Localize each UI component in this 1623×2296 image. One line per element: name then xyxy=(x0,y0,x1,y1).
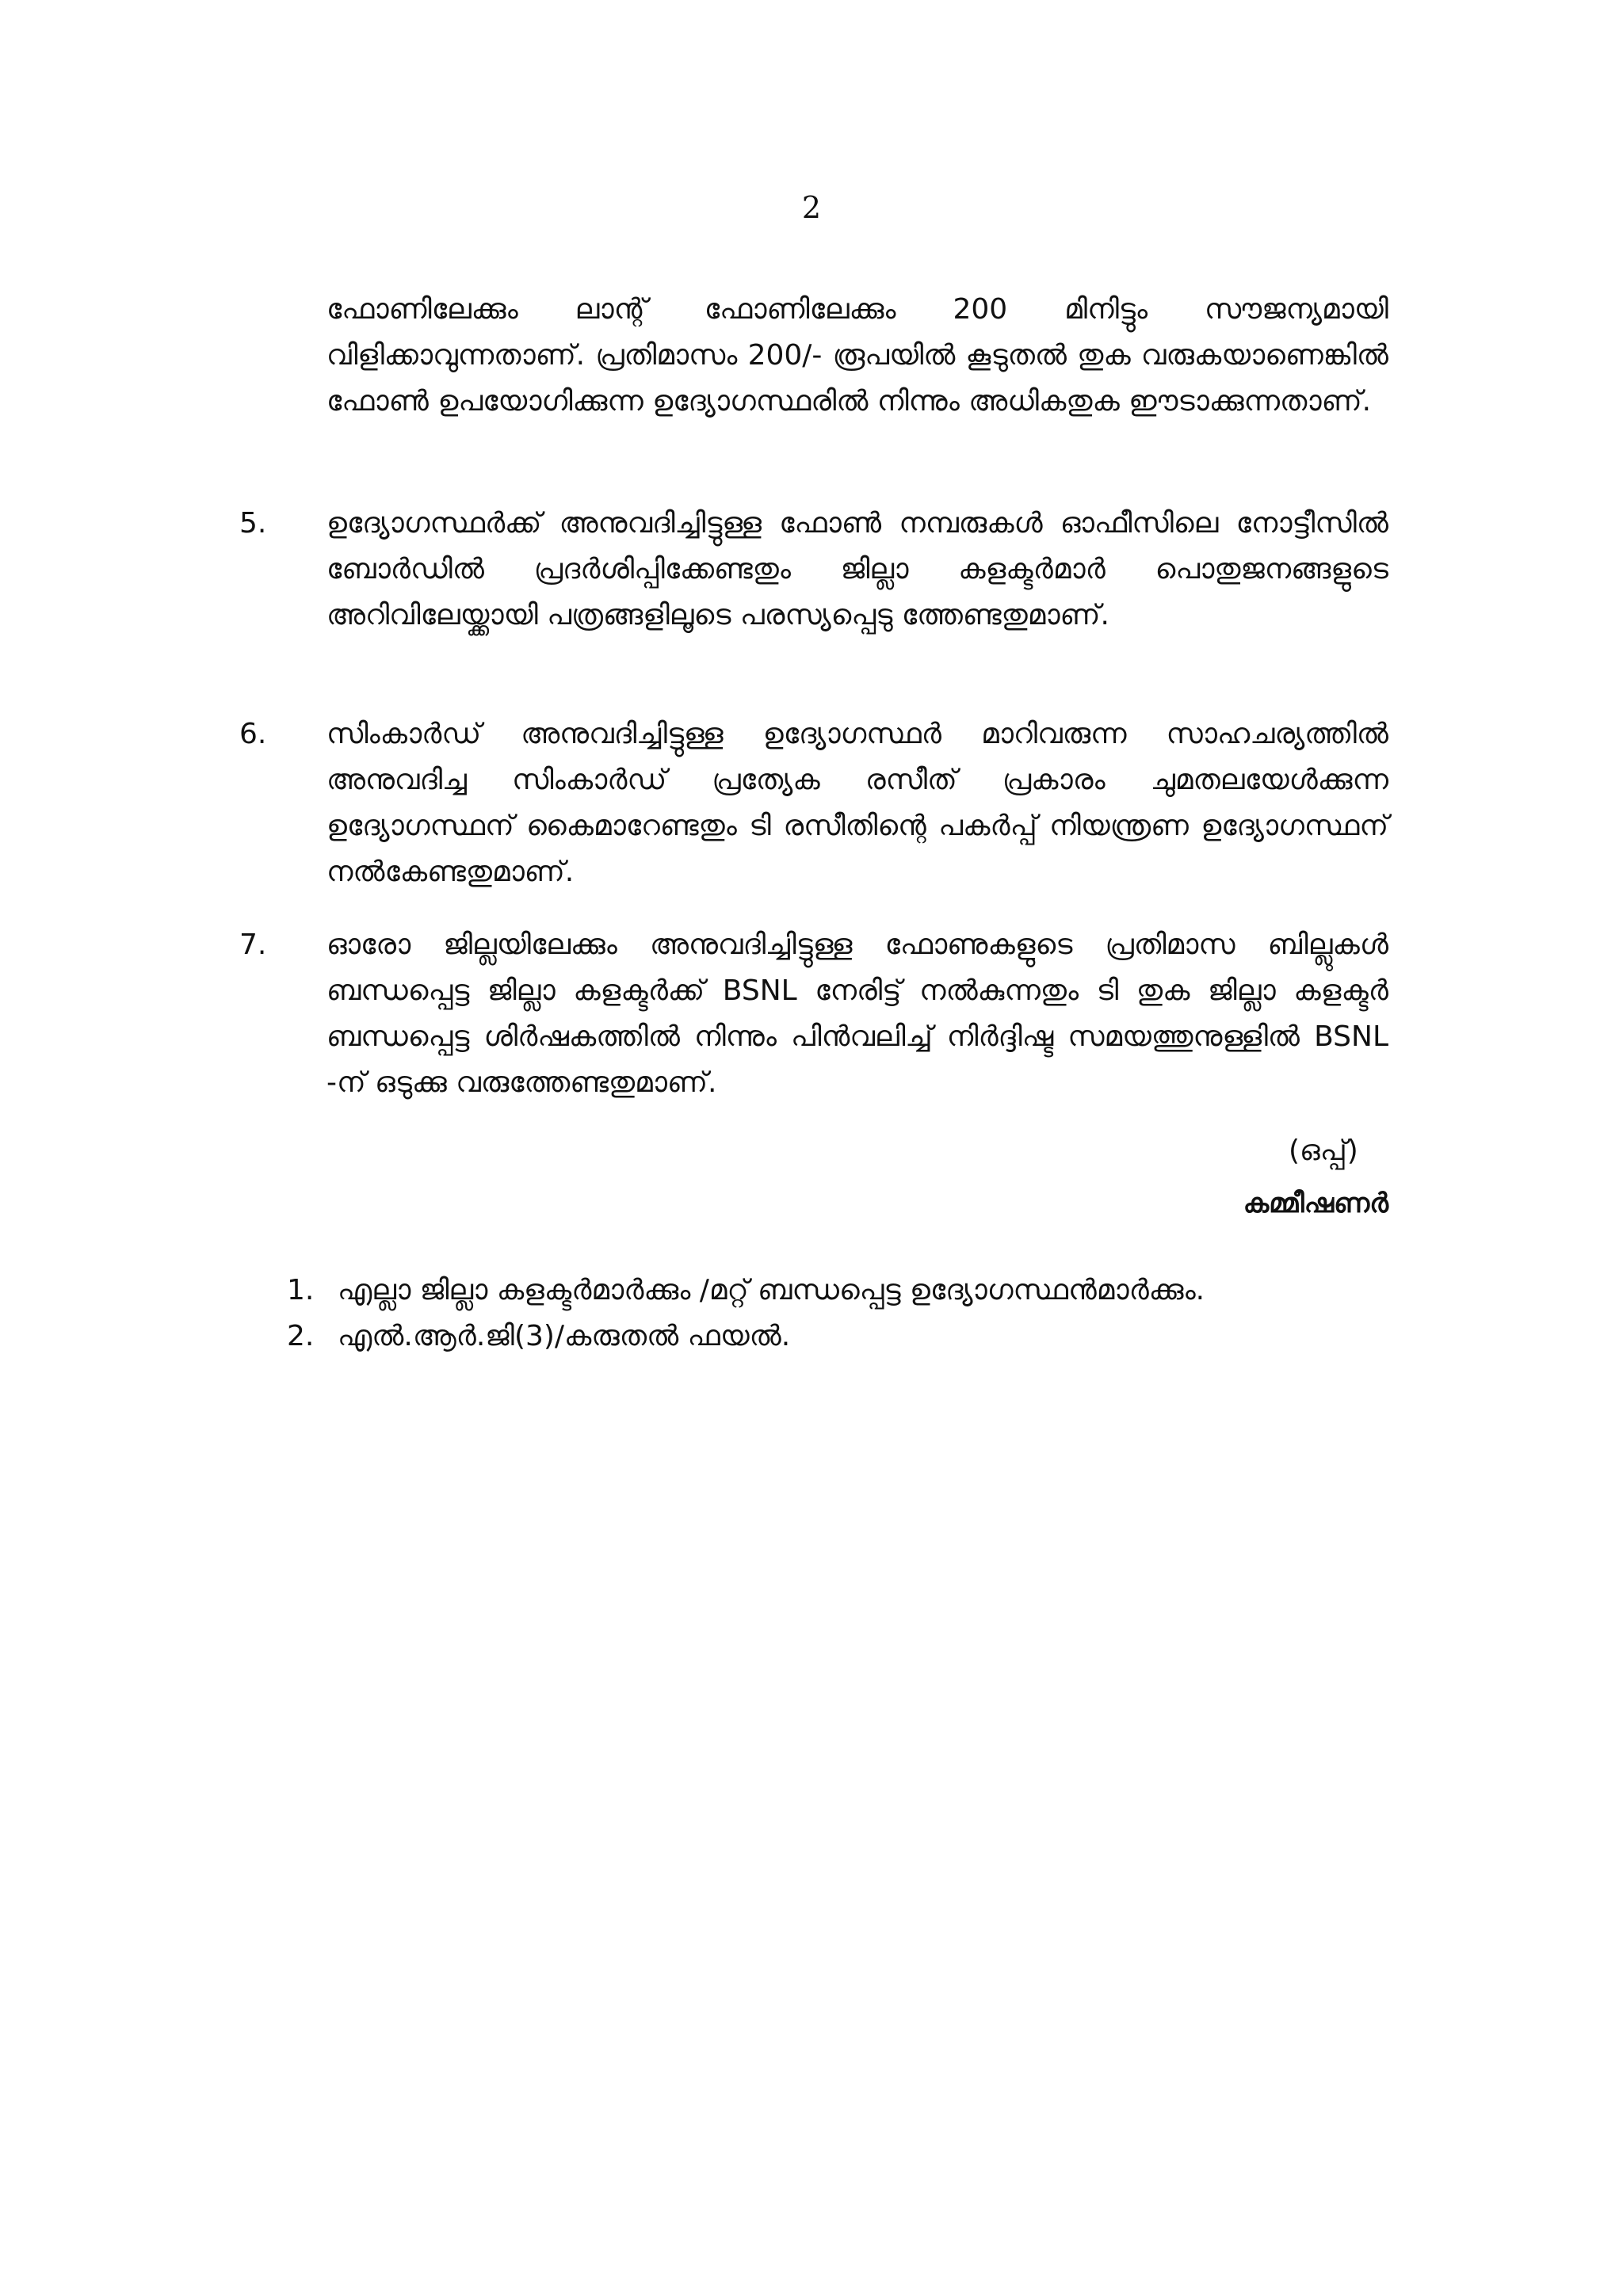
signature-signed: (ഒപ്പ്) xyxy=(1289,1135,1358,1167)
list-item xyxy=(287,1314,1205,1360)
paragraph-number: 5. xyxy=(239,507,267,540)
page-number: 2 xyxy=(801,190,822,225)
paragraph-number: 7. xyxy=(239,929,267,961)
paragraph-text: ഓരോ ജില്ലയിലേക്കും അനുവദിച്ചിട്ടുള്ള ഫോണുകളുടെ പ്രതിമാസ ബില്ലുകൾ ബന്ധപ്പെട്ട ജില്ലാ കളക്ടർക്ക് BSNL നേരിട്ട് നൽകുന്നതും ടി തുക ജില്ലാ കളക്ടർ ബന്ധപ്പെട്ട ശിർഷകത്തിൽ നിന്നും പിൻവലിച്ച് നിർദ്ദിഷ്ട സമയത്തുനുള്ളിൽ BSNL -ന് ഒടുക്കു വരുത്തേണ്ടതുമാണ്. xyxy=(327,929,1388,1099)
copy-to-list xyxy=(287,1268,1205,1360)
list-item-text: എല്ലാ ജില്ലാ കളക്ടർമാർക്കും /മറ്റ് ബന്ധപ്പെട്ട ഉദ്യോഗസ്ഥൻമാർക്കും. xyxy=(338,1274,1205,1306)
list-item-text: എൽ.ആർ.ജി(3)/കരുതൽ ഫയൽ. xyxy=(338,1320,791,1352)
list-item-number: 1. xyxy=(287,1274,315,1306)
signature-designation: കമ്മീഷണർ xyxy=(1243,1188,1388,1219)
paragraph-number: 6. xyxy=(239,718,267,750)
list-item xyxy=(287,1268,1205,1314)
continuation-paragraph: ഫോണിലേക്കും ലാന്റ് ഫോണിലേക്കും 200 മിനിട്ടും സൗജന്യമായി വിളിക്കാവുന്നതാണ്. പ്രതിമാസം 200/- രൂപയിൽ കൂടുതൽ തുക വരുകയാണെങ്കിൽ ഫോൺ ഉപയോഗിക്കുന്ന ഉദ്യോഗസ്ഥരിൽ നിന്നും അധികതുക ഈടാക്കുന്നതാണ്. xyxy=(327,293,1388,418)
paragraph-text: സിംകാർഡ് അനുവദിച്ചിട്ടുള്ള ഉദ്യോഗസ്ഥർ മാറിവരുന്ന സാഹചര്യത്തിൽ അനുവദിച്ച സിംകാർഡ് പ്രത്യേക രസീത് പ്രകാരം ചുമതലയേൾക്കുന്ന ഉദ്യോഗസ്ഥന് കൈമാറേണ്ടതും ടി രസീതിന്റെ പകർപ്പ് നിയന്ത്രണ ഉദ്യോഗസ്ഥന് നൽകേണ്ടതുമാണ്. xyxy=(327,718,1388,888)
list-item-number: 2. xyxy=(287,1320,315,1352)
paragraph-text: ഉദ്യോഗസ്ഥർക്ക് അനുവദിച്ചിട്ടുള്ള ഫോൺ നമ്പരുകൾ ഓഫീസിലെ നോട്ടീസിൽ ബോർഡിൽ പ്രദർശിപ്പിക്കേണ്ടതും ജില്ലാ കളക്ടർമാർ പൊതുജനങ്ങളുടെ അറിവിലേയ്ക്കായി പത്രങ്ങളിലൂടെ പരസ്യപ്പെടു ത്തേണ്ടതുമാണ്. xyxy=(327,507,1388,631)
